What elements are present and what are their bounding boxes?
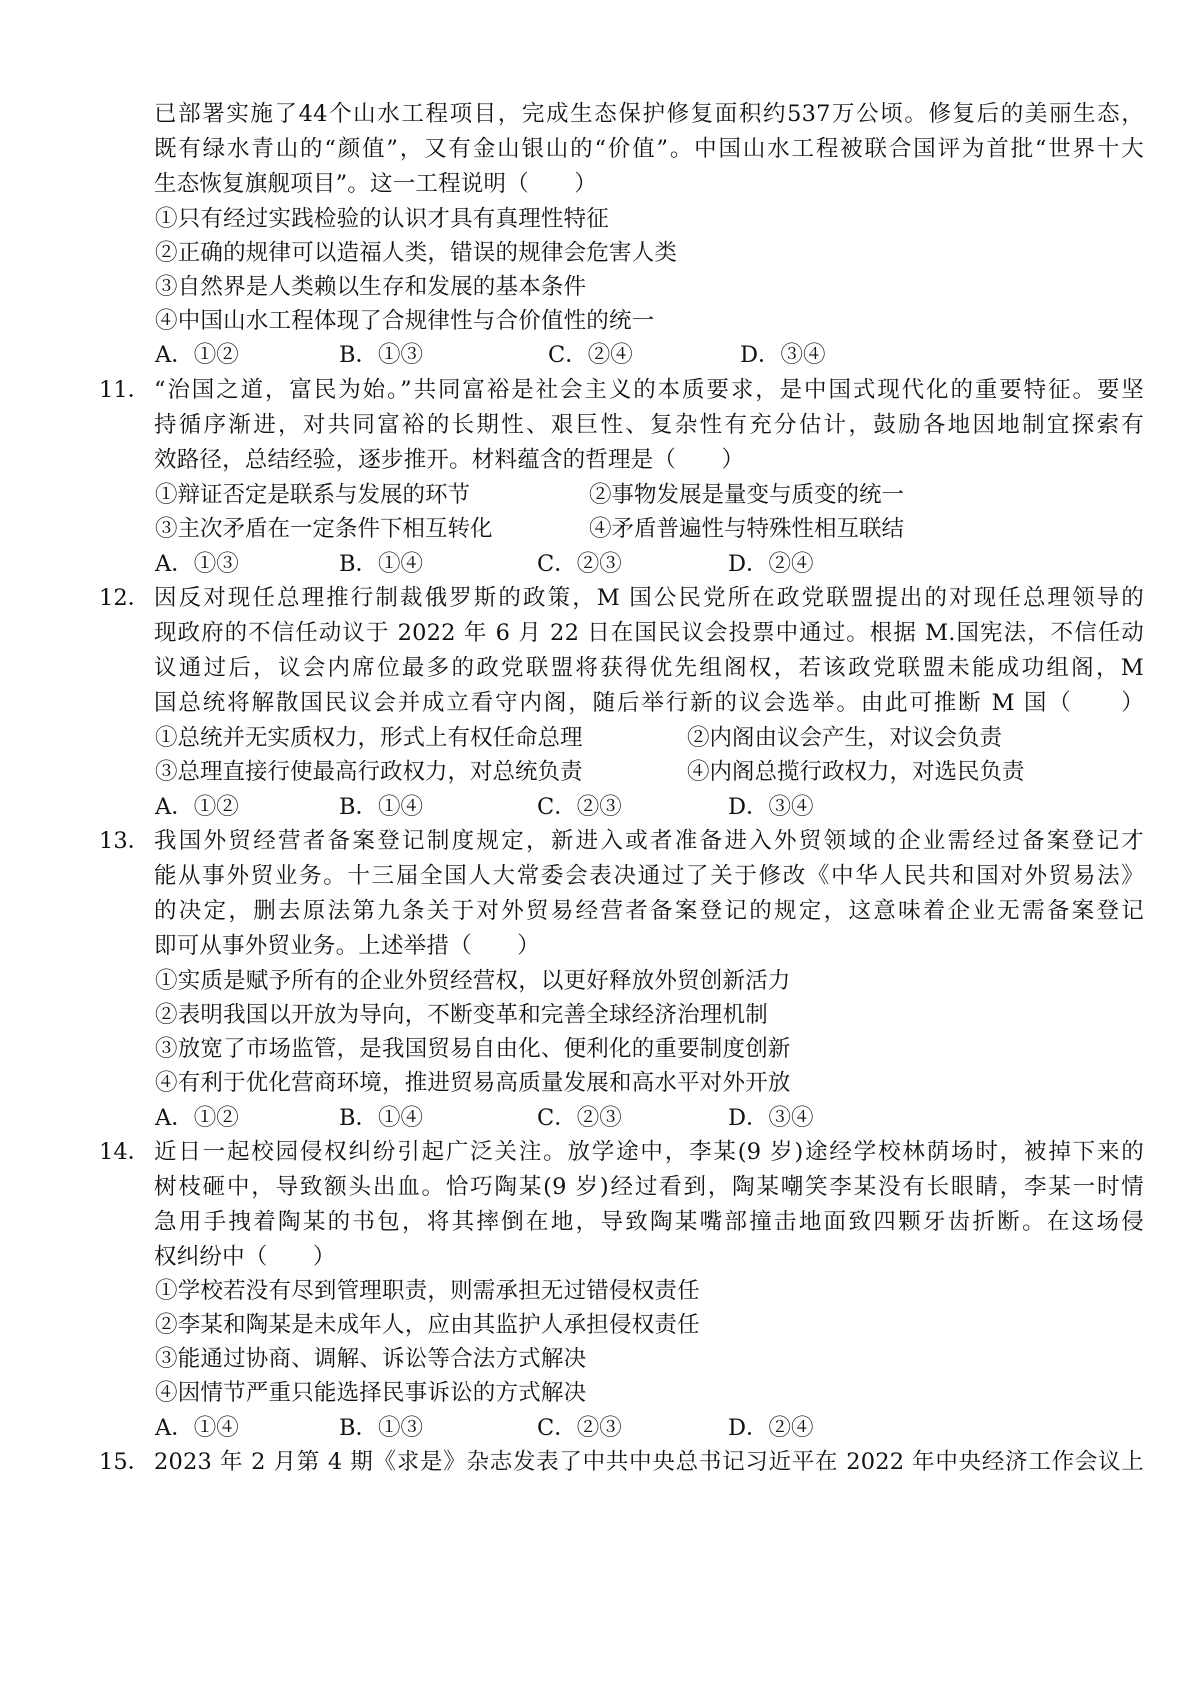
q14-choices (155, 1409, 1055, 1447)
q14-option-1: ①学校若没有尽到管理职责，则需承担无过错侵权责任 (155, 1278, 700, 1304)
q11-options-row-2 (155, 510, 1055, 548)
q14-option-2: ②李某和陶某是未成年人，应由其监护人承担侵权责任 (155, 1312, 700, 1338)
q14-line-2: 树枝砸中，导致额头出血。恰巧陶某(9 岁)经过看到，陶某嘲笑李某没有长眼睛，李某一时情 (154, 1174, 1144, 1200)
q11-choice-b: B．①④ (339, 551, 424, 577)
q14-choice-b: B．①③ (339, 1415, 424, 1441)
q10-line-1: 已部署实施了44个山水工程项目，完成生态保护修复面积约537万公顷。修复后的美丽生态， (154, 101, 1144, 127)
q15-line-1: 2023 年 2 月第 4 期《求是》杂志发表了中共中央总书记习近平在 2022 年中央经济工作会议上 (154, 1449, 1144, 1475)
q10-option-1: ①只有经过实践检验的认识才具有真理性特征 (155, 206, 610, 232)
q12-line-2: 现政府的不信任动议于 2022 年 6 月 22 日在国民议会投票中通过。根据 M.国宪法，不信任动 (154, 620, 1144, 646)
q12-choice-c: C．②③ (537, 794, 622, 820)
q10-choice-c: C．②④ (548, 342, 633, 368)
q13-choice-b: B．①④ (339, 1105, 424, 1131)
q12-choice-a: A．①② (155, 794, 239, 820)
q11-options-row-1 (155, 476, 1055, 514)
q12-option-2: ②内阁由议会产生，对议会负责 (687, 725, 1003, 751)
q11-option-1: ①辩证否定是联系与发展的环节 (155, 482, 471, 508)
q10-choice-a: A．①② (155, 342, 239, 368)
q13-line-4: 即可从事外贸业务。上述举措（ ） (154, 933, 540, 959)
q12-option-4: ④内阁总揽行政权力，对选民负责 (687, 759, 1025, 785)
q14-choice-a: A．①④ (155, 1415, 239, 1441)
q14-line-3: 急用手拽着陶某的书包，将其摔倒在地，导致陶某嘴部撞击地面致四颗牙齿折断。在这场侵 (154, 1209, 1144, 1235)
q11-choice-c: C．②③ (537, 551, 622, 577)
q12-choices (155, 788, 1055, 826)
q11-option-2: ②事物发展是量变与质变的统一 (589, 482, 905, 508)
q11-choice-a: A．①③ (155, 551, 239, 577)
q13-choice-a: A．①② (155, 1105, 239, 1131)
q11-number: 11． (99, 377, 151, 403)
q13-option-4: ④有利于优化营商环境，推进贸易高质量发展和高水平对外开放 (155, 1070, 791, 1096)
q13-choice-d: D．③④ (728, 1105, 814, 1131)
q14-option-3: ③能通过协商、调解、诉讼等合法方式解决 (155, 1346, 587, 1372)
q13-option-2: ②表明我国以开放为导向，不断变革和完善全球经济治理机制 (155, 1002, 768, 1028)
q15-number: 15． (99, 1449, 151, 1475)
q12-choice-b: B．①④ (339, 794, 424, 820)
q12-options-row-2 (155, 753, 1055, 791)
q13-choices (155, 1099, 1055, 1137)
q12-option-3: ③总理直接行使最高行政权力，对总统负责 (155, 759, 583, 785)
q12-line-1: 因反对现任总理推行制裁俄罗斯的政策，M 国公民党所在政党联盟提出的对现任总理领导的 (154, 585, 1144, 611)
q11-line-1: “治国之道，富民为始。”共同富裕是社会主义的本质要求，是中国式现代化的重要特征。要坚 (154, 377, 1144, 403)
q14-line-4: 权纠纷中（ ） (154, 1244, 336, 1270)
q10-choice-d: D．③④ (740, 342, 826, 368)
q14-option-4: ④因情节严重只能选择民事诉讼的方式解决 (155, 1380, 587, 1406)
q13-line-3: 的决定，删去原法第九条关于对外贸易经营者备案登记的规定，这意味着企业无需备案登记 (154, 898, 1144, 924)
q12-options-row-1 (155, 719, 1055, 757)
q12-line-3: 议通过后，议会内席位最多的政党联盟将获得优先组阁权，若该政党联盟未能成功组阁，M (154, 655, 1144, 681)
q13-option-3: ③放宽了市场监管，是我国贸易自由化、便利化的重要制度创新 (155, 1036, 791, 1062)
q12-option-1: ①总统并无实质权力，形式上有权任命总理 (155, 725, 583, 751)
q12-choice-d: D．③④ (728, 794, 814, 820)
q10-line-3: 生态恢复旗舰项目”。这一工程说明（ ） (154, 171, 598, 197)
q14-line-1: 近日一起校园侵权纠纷引起广泛关注。放学途中，李某(9 岁)途经学校林荫场时，被掉下来的 (154, 1139, 1144, 1165)
q11-line-2: 持循序渐进，对共同富裕的长期性、艰巨性、复杂性有充分估计，鼓励各地因地制宜探索有 (154, 412, 1144, 438)
q10-option-2: ②正确的规律可以造福人类，错误的规律会危害人类 (155, 240, 678, 266)
q10-choices (155, 336, 1055, 374)
q14-number: 14． (99, 1139, 151, 1165)
q10-line-2: 既有绿水青山的“颜值”，又有金山银山的“价值”。中国山水工程被联合国评为首批“世界十大 (154, 136, 1144, 162)
q14-choice-c: C．②③ (537, 1415, 622, 1441)
q10-choice-b: B．①③ (339, 342, 424, 368)
q11-option-3: ③主次矛盾在一定条件下相互转化 (155, 516, 493, 542)
q13-choice-c: C．②③ (537, 1105, 622, 1131)
q11-option-4: ④矛盾普遍性与特殊性相互联结 (589, 516, 905, 542)
q11-line-3: 效路径，总结经验，逐步推开。材料蕴含的哲理是（ ） (154, 447, 745, 473)
q10-option-3: ③自然界是人类赖以生存和发展的基本条件 (155, 274, 587, 300)
q11-choice-d: D．②④ (728, 551, 814, 577)
q13-number: 13． (99, 828, 151, 854)
q13-line-1: 我国外贸经营者备案登记制度规定，新进入或者准备进入外贸领域的企业需经过备案登记才 (154, 828, 1144, 854)
q10-option-4: ④中国山水工程体现了合规律性与合价值性的统一 (155, 308, 655, 334)
q11-choices (155, 545, 1055, 583)
q13-line-2: 能从事外贸业务。十三届全国人大常委会表决通过了关于修改《中华人民共和国对外贸易法》 (154, 863, 1144, 889)
q12-number: 12． (99, 585, 151, 611)
q13-option-1: ①实质是赋予所有的企业外贸经营权，以更好释放外贸创新活力 (155, 968, 791, 994)
q14-choice-d: D．②④ (728, 1415, 814, 1441)
q12-line-4: 国总统将解散国民议会并成立看守内阁，随后举行新的议会选举。由此可推断 M 国（ ） (154, 690, 1144, 716)
